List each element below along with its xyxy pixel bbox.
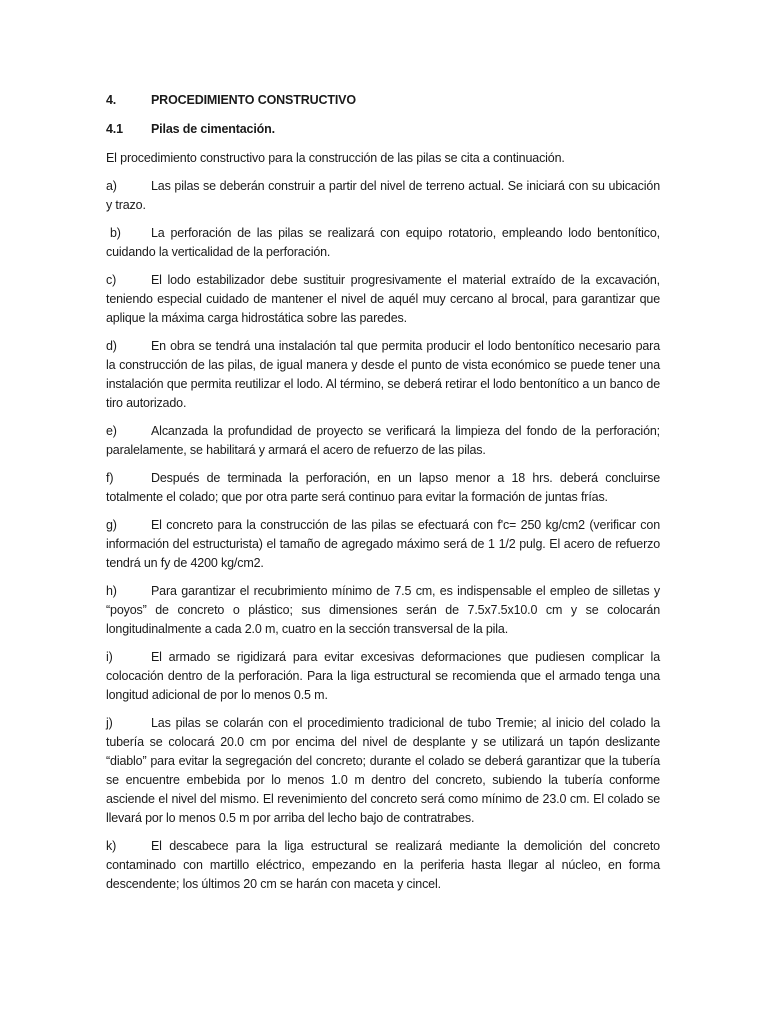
item-label: d) [106,339,117,353]
list-item-e [106,422,660,460]
item-text: Después de terminada la perforación, en un lapso menor a 18 hrs. deberá concluirse totalmente el colado; que por otra parte será continuo para evitar la formación de juntas frías. [106,471,660,504]
list-item-k [106,837,660,894]
item-label: h) [106,584,117,598]
section-title: PROCEDIMIENTO CONSTRUCTIVO [151,93,356,107]
list-item-a [106,177,660,215]
item-label: e) [106,424,117,438]
list-item-h [106,582,660,639]
item-label: a) [106,179,117,193]
list-item-b [106,224,660,262]
item-text: Las pilas se deberán construir a partir del nivel de terreno actual. Se iniciará con su ubicación y trazo. [106,179,660,212]
list-item-i [106,648,660,705]
item-text: El concreto para la construcción de las pilas se efectuará con f'c= 250 kg/cm2 (verificar con información del estructurista) el tamaño de agregado máximo será de 1 1/2 pulg. El acero de refuerzo tendrá un fy de 4200 kg/cm2. [106,518,660,570]
item-text: La perforación de las pilas se realizará con equipo rotatorio, empleando lodo bentonítico, cuidando la verticalidad de la perforación. [106,226,660,259]
item-text: El descabece para la liga estructural se realizará mediante la demolición del concreto contaminado con martillo eléctrico, empezando en la periferia hasta llegar al núcleo, en forma descendente; los últimos 20 cm se harán con maceta y cincel. [106,839,660,891]
item-text: En obra se tendrá una instalación tal que permita producir el lodo bentonítico necesario para la construcción de las pilas, de igual manera y desde el punto de vista económico se puede tener una instalación que permita reutilizar el lodo. Al término, se deberá retirar el lodo bentonítico a un banco de tiro autorizado. [106,339,660,410]
item-label: i) [106,650,113,664]
item-text: El lodo estabilizador debe sustituir progresivamente el material extraído de la excavación, teniendo especial cuidado de mantener el nivel de aquél muy cercano al brocal, para garantizar que aplique la máxima carga hidrostática sobre las paredes. [106,273,660,325]
item-label: b) [110,226,121,240]
intro-paragraph: El procedimiento constructivo para la construcción de las pilas se cita a continuación. [106,151,565,165]
item-label: g) [106,518,117,532]
item-text: Para garantizar el recubrimiento mínimo de 7.5 cm, es indispensable el empleo de silletas y “poyos” de concreto o plástico; sus dimensiones serán de 7.5x7.5x10.0 cm y se colocarán longitudinalmente a cada 2.0 m, cuatro en la sección transversal de la pila. [106,584,660,636]
item-text: El armado se rigidizará para evitar excesivas deformaciones que pudiesen complicar la colocación dentro de la perforación. Para la liga estructural se recomienda que el armado tenga una longitud adicional de por lo menos 0.5 m. [106,650,660,702]
subsection-number: 4.1 [106,122,123,136]
item-text: Alcanzada la profundidad de proyecto se verificará la limpieza del fondo de la perforación; paralelamente, se habilitará y armará el acero de refuerzo de las pilas. [106,424,660,457]
list-item-g [106,516,660,573]
item-label: c) [106,273,117,287]
list-item-d [106,337,660,413]
item-label: f) [106,471,114,485]
list-item-j [106,714,660,828]
list-item-c [106,271,660,328]
section-number: 4. [106,93,117,107]
subsection-heading [106,120,660,139]
section-heading [106,91,660,110]
item-label: j) [106,716,113,730]
item-label: k) [106,839,117,853]
subsection-title: Pilas de cimentación. [151,122,275,136]
item-text: Las pilas se colarán con el procedimiento tradicional de tubo Tremie; al inicio del colado la tubería se colocará 20.0 cm por encima del nivel de desplante y se utilizará un tapón deslizante “diablo” para evitar la segregación del concreto; durante el colado se deberá garantizar que la tubería se encuentre embebida por lo menos 1.0 m dentro del concreto, subiendo la tubería conforme asciende el nivel del mismo. El revenimiento del concreto será como mínimo de 23.0 cm. El colado se llevará por lo menos 0.5 m por arriba del lecho bajo de contratrabes. [106,716,660,825]
list-item-f [106,469,660,507]
document-page [106,91,660,903]
